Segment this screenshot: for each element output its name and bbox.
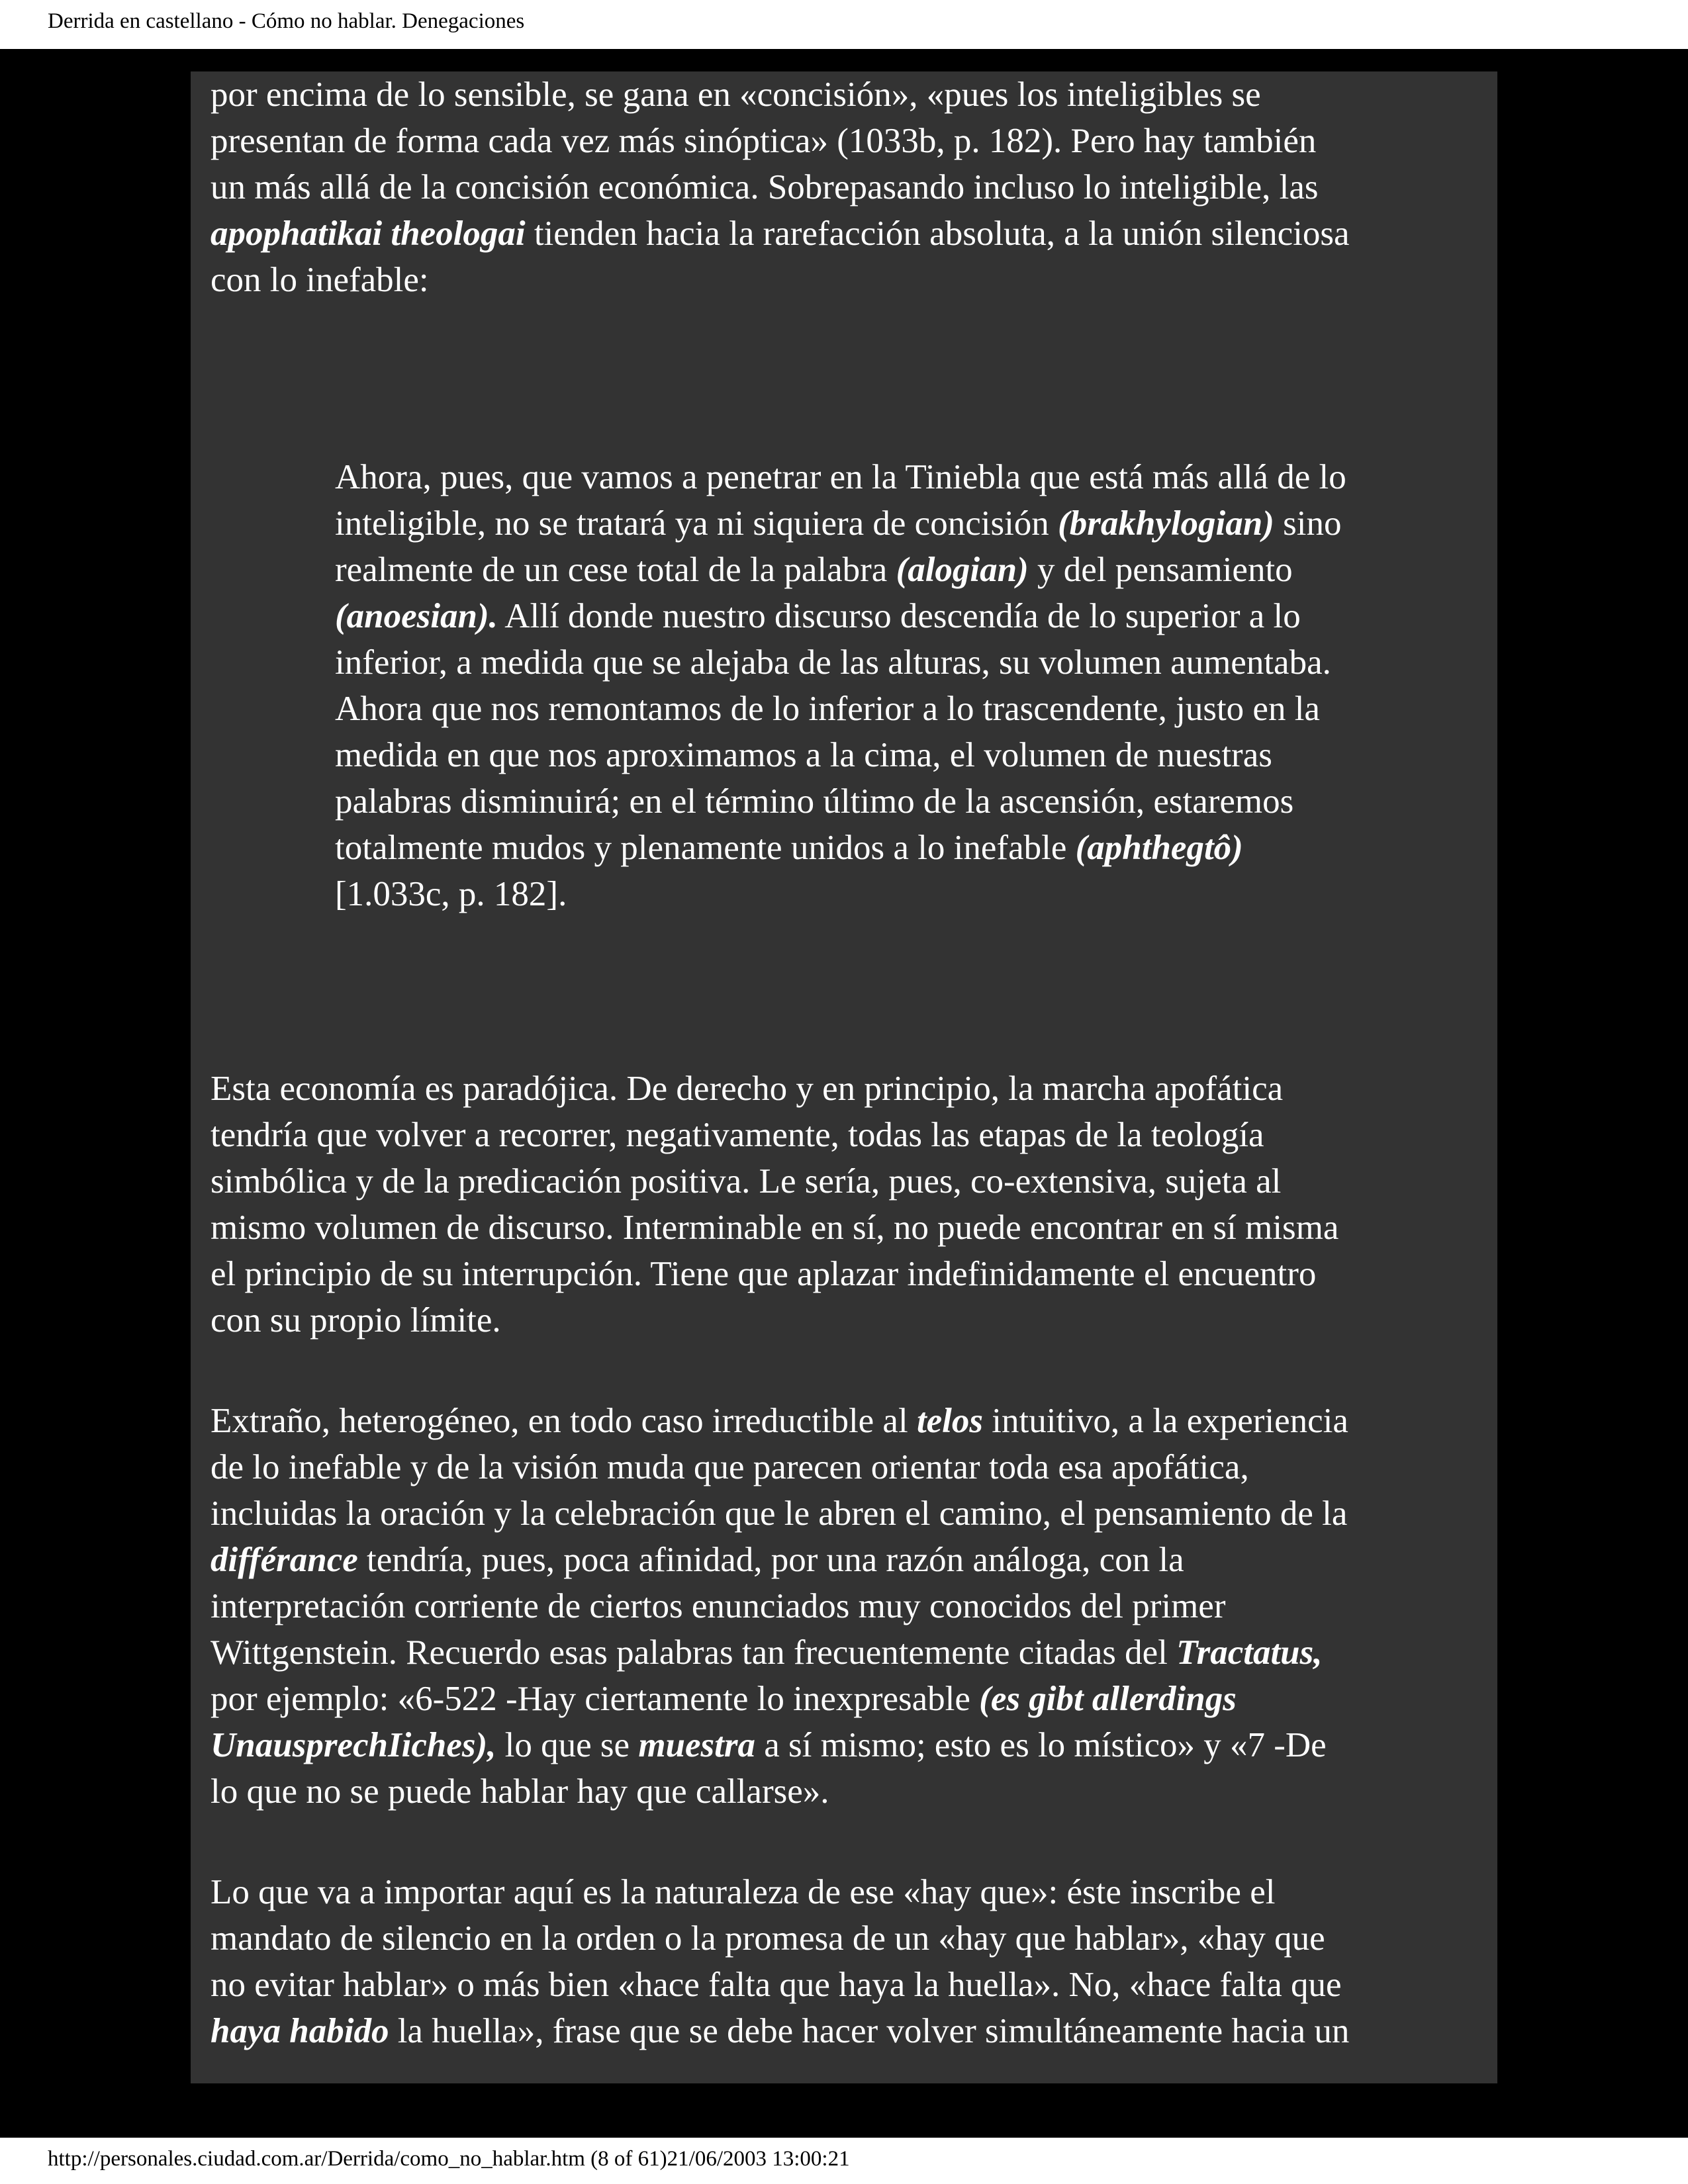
text-line: tendría que volver a recorrer, negativamente, todas las etapas de la teología <box>211 1116 1264 1154</box>
emphasis-term: UnausprechIiches), <box>211 1726 496 1764</box>
text-line: presentan de forma cada vez más sinóptica» (1033b, p. 182). Pero hay también <box>211 122 1317 160</box>
text-line: lo que no se puede hablar hay que callarse». <box>211 1772 829 1811</box>
emphasis-term: haya habido <box>211 2012 389 2050</box>
text-line: el principio de su interrupción. Tiene que aplazar indefinidamente el encuentro <box>211 1255 1317 1293</box>
quote-line: [1.033c, p. 182]. <box>335 875 567 913</box>
text-line: un más allá de la concisión económica. Sobrepasando incluso lo inteligible, las <box>211 168 1319 206</box>
emphasis-term: (es gibt allerdings <box>979 1680 1237 1718</box>
emphasis-term: (brakhylogian) <box>1058 504 1274 543</box>
quote-line: Ahora, pues, que vamos a penetrar en la Tiniebla que está más allá de lo <box>335 458 1346 496</box>
text-line: mismo volumen de discurso. Interminable en sí, no puede encontrar en sí misma <box>211 1208 1339 1247</box>
print-footer <box>0 2138 1688 2184</box>
quote-line: medida en que nos aproximamos a la cima, el volumen de nuestras <box>335 736 1272 774</box>
text-line: Esta economía es paradójica. De derecho y en principio, la marcha apofática <box>211 1069 1284 1108</box>
document-title: Derrida en castellano - Cómo no hablar. Denegaciones <box>48 9 525 33</box>
text-line: différance tendría, pues, poca afinidad, por una razón análoga, con la <box>211 1541 1184 1579</box>
paragraph-economy <box>211 1066 1338 1343</box>
emphasis-term: (alogian) <box>896 551 1029 589</box>
print-header <box>0 0 1688 49</box>
text-line: Wittgenstein. Recuerdo esas palabras tan frecuentemente citadas del Tractatus, <box>211 1633 1323 1672</box>
emphasis-term: apophatikai theologai <box>211 214 526 253</box>
text-line: por encima de lo sensible, se gana en «concisión», «pues los inteligibles se <box>211 75 1261 114</box>
quote-line: palabras disminuirá; en el término último de la ascensión, estaremos <box>335 782 1294 821</box>
block-quote <box>211 454 1346 917</box>
text-line: de lo inefable y de la visión muda que parecen orientar toda esa apofática, <box>211 1448 1249 1486</box>
text-line: por ejemplo: «6-522 -Hay ciertamente lo inexpresable (es gibt allerdings <box>211 1680 1237 1718</box>
emphasis-term: Tractatus, <box>1176 1633 1323 1672</box>
text-line: haya habido la huella», frase que se debe hacer volver simultáneamente hacia un <box>211 2012 1350 2050</box>
text-line: UnausprechIiches), lo que se muestra a sí mismo; esto es lo místico» y «7 -De <box>211 1726 1327 1764</box>
quote-line: Ahora que nos remontamos de lo inferior a lo trascendente, justo en la <box>335 690 1320 728</box>
quote-line: inteligible, no se tratará ya ni siquiera de concisión (brakhylogian) sino <box>335 504 1342 543</box>
page-background <box>0 49 1688 2138</box>
quote-line: realmente de un cese total de la palabra (alogian) y del pensamiento <box>335 551 1293 589</box>
paragraph-differance <box>211 1398 1348 1815</box>
page-url: http://personales.ciudad.com.ar/Derrida/como_no_hablar.htm (8 of 61)21/06/2003 13:00:21 <box>48 2147 850 2171</box>
emphasis-term: telos <box>916 1402 984 1440</box>
text-line: no evitar hablar» o más bien «hace falta que haya la huella». No, «hace falta que <box>211 1966 1342 2004</box>
quote-line: totalmente mudos y plenamente unidos a lo inefable (aphthegtô) <box>335 829 1243 867</box>
emphasis-term: différance <box>211 1541 358 1579</box>
text-line: Extraño, heterogéneo, en todo caso irreductible al telos intuitivo, a la experiencia <box>211 1402 1348 1440</box>
paragraph-hay-que <box>211 1869 1349 2054</box>
text-line: apophatikai theologai tienden hacia la rarefacción absoluta, a la unión silenciosa <box>211 214 1350 253</box>
emphasis-term: muestra <box>638 1726 756 1764</box>
text-line: incluidas la oración y la celebración que le abren el camino, el pensamiento de la <box>211 1494 1348 1533</box>
text-line: con su propio límite. <box>211 1301 501 1340</box>
quote-line: inferior, a medida que se alejaba de las alturas, su volumen aumentaba. <box>335 643 1331 682</box>
text-line: mandato de silencio en la orden o la promesa de un «hay que hablar», «hay que <box>211 1919 1325 1958</box>
emphasis-term: (aphthegtô) <box>1075 829 1243 867</box>
text-line: interpretación corriente de ciertos enunciados muy conocidos del primer <box>211 1587 1226 1625</box>
text-line: con lo inefable: <box>211 261 429 299</box>
emphasis-term: (anoesian). <box>335 597 498 635</box>
quote-line: (anoesian). Allí donde nuestro discurso descendía de lo superior a lo <box>335 597 1301 635</box>
content-panel <box>191 71 1497 2083</box>
text-line: Lo que va a importar aquí es la naturaleza de ese «hay que»: éste inscribe el <box>211 1873 1276 1911</box>
paragraph-intro <box>211 71 1350 303</box>
text-line: simbólica y de la predicación positiva. Le sería, pues, co-extensiva, sujeta al <box>211 1162 1282 1201</box>
